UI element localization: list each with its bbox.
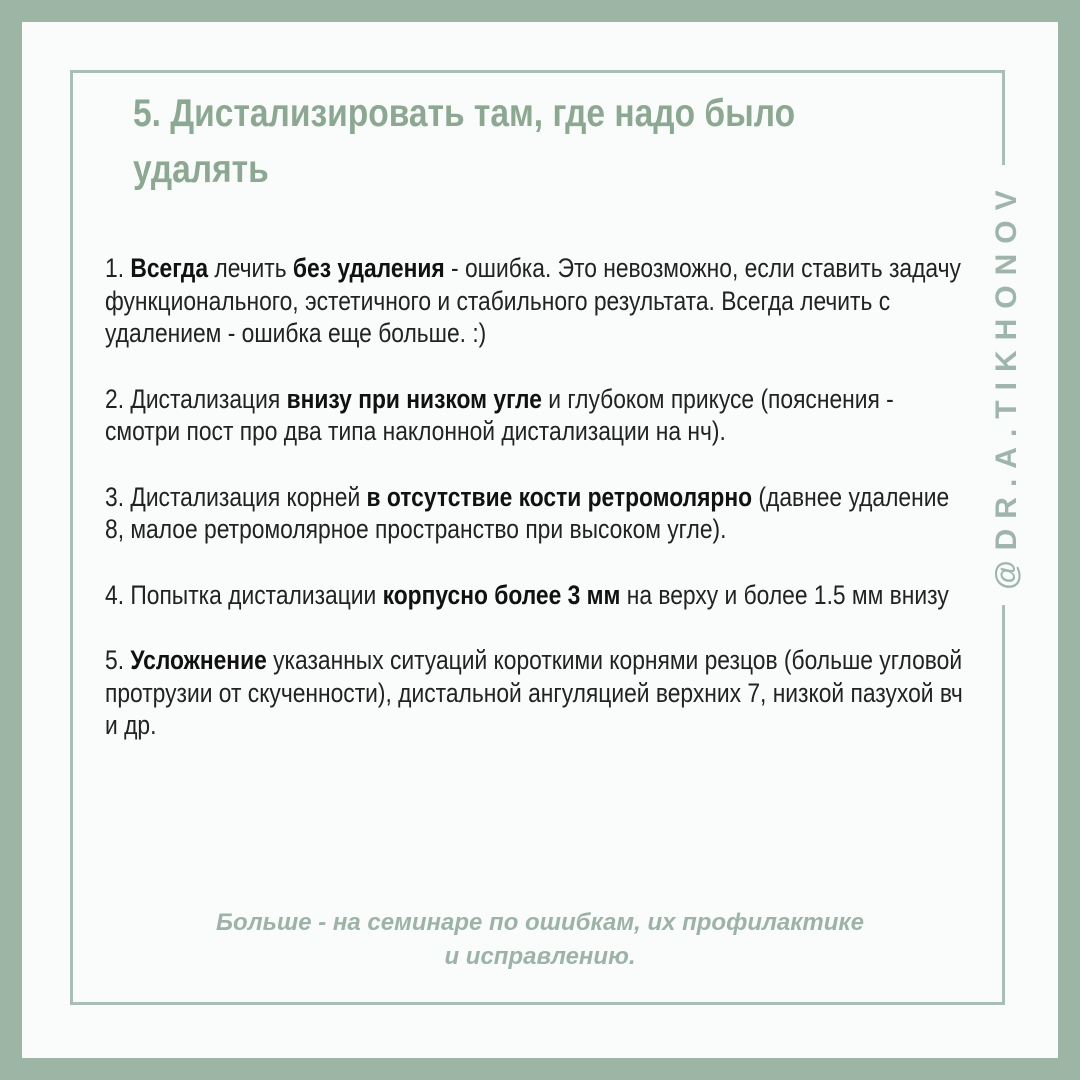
list-item: 2. Дистализация внизу при низком угле и глубоком прикусе (пояснения - смотри пост про два типа наклонной дистализации на нч). [105, 383, 894, 446]
mistakes-list [105, 252, 967, 775]
footer-note [140, 906, 940, 974]
page-title: 5. Дистализировать там, где надо было удалять [133, 92, 796, 191]
list-item: 5. Усложнение указанных ситуаций короткими корнями резцов (больше угловой протрузии от скученности), дистальной ангуляцией верхних 7, низкой пазухой вч и др. [105, 645, 963, 740]
footer-line: и исправлению. [444, 943, 636, 970]
list-item: 3. Дистализация корней в отсутствие кости ретромолярно (давнее удаление 8, малое ретромолярное пространство при высоком угле). [105, 481, 950, 544]
footer-line: Больше - на семинаре по ошибкам, их профилактике [216, 909, 864, 936]
list-item: 4. Попытка дистализации корпусно более 3 мм на верху и более 1.5 мм внизу [105, 579, 949, 610]
author-handle: @DR.A.TIKHONOV [990, 180, 1023, 590]
list-item: 1. Всегда лечить без удаления - ошибка. Это невозможно, если ставить задачу функционального, эстетичного и стабильного результата. Всегда лечить с удалением - ошибка еще больше. :) [105, 253, 961, 348]
